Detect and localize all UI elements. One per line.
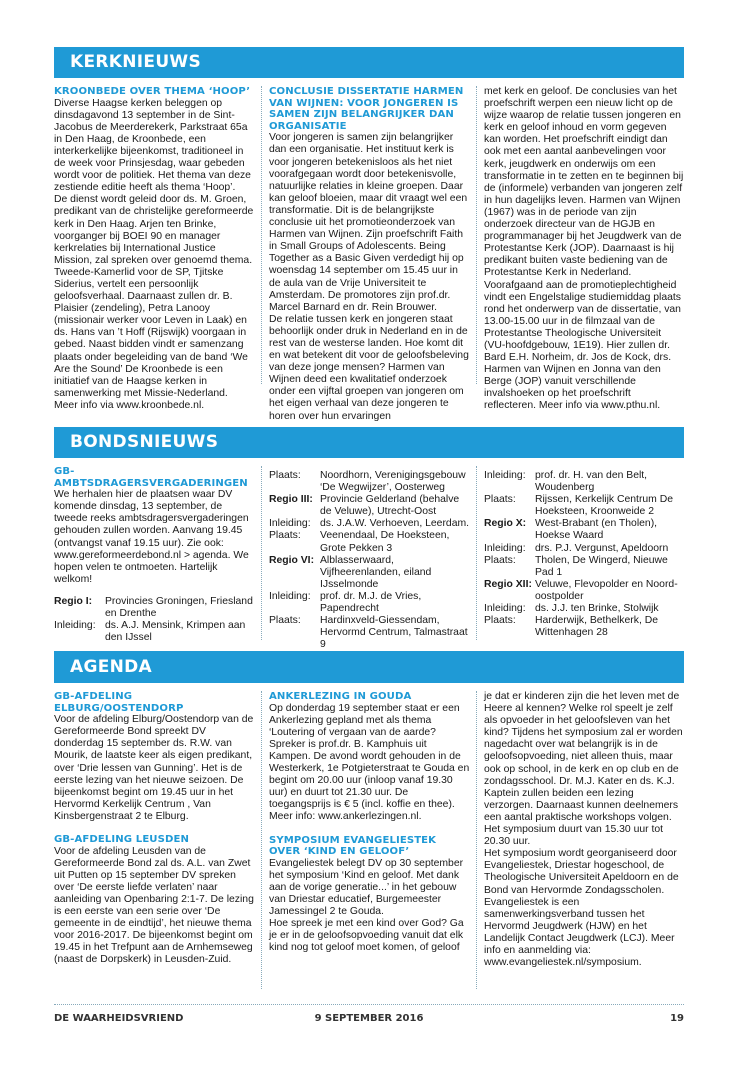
regio-value: Tholen, De Wingerd, Nieuwe Pad 1 [535,554,668,578]
column-divider [476,691,477,989]
paragraph: De relatie tussen kerk en jongeren staat behoorlijk onder druk in Nederland en in de rest van de westerse landen. Hoe komt dit en wat betekent dit voor de geloofsbeleving van deze jonge mensen? Harmen van Wijnen deed een kwalitatief onderzoek onder een vijftal groepen van jongeren om het eigen verhaal van deze jongeren te horen over hun ervaringen [269,313,469,422]
page-footer [54,1013,684,1027]
regio-label: Regio III: [269,494,313,506]
regio-value: Alblasserwaard, Vijfheerenlanden, eiland IJsselmonde [320,554,432,590]
regio-value: Veenendaal, De Hoeksteen, Grote Pekken 3 [320,530,450,554]
regio-value: Rijssen, Kerkelijk Centrum De Hoeksteen, Kroonweide 2 [535,494,674,518]
page-number: 19 [670,1013,684,1024]
article-title: CONCLUSIE DISSERTATIE HARMEN VAN WIJNEN: VOOR JONGEREN IS SAMEN ZIJN BELANGRIJKER DAN ORGANISATIE [269,86,464,132]
regio-value: ds. J.J. ten Brinke, Stolwijk [535,603,659,615]
regio-label: Plaats: [484,554,516,566]
column-divider [476,86,477,384]
regio-label: Inleiding: [269,518,311,530]
paragraph: Diverse Haagse kerken beleggen op dinsdagavond 13 september in de Sint-Jacobus de Meerderekerk, Parkstraat 65a in Den Haag, de Kroonbede, een interkerkelijke bijeenkomst, traditioneel in de week voor Prinsjesdag, waar gebeden wordt voor de politiek. Het thema van deze zestiende editie heeft als thema ‘Hoop’. [54,97,251,194]
regio-value: Noordhorn, Verenigingsgebouw ‘De Wegwijzer’, Oosterweg [320,470,466,494]
article-title: GB-AFDELING ELBURG/OOSTENDORP [54,691,184,714]
section-title: AGENDA [70,657,153,677]
regio-value: drs. P.J. Vergunst, Apeldoorn [535,542,669,554]
paragraph: Voorafgaand aan de promotieplechtigheid vindt een Engelstalige studiemiddag plaats rond het onderwerp van de dissertatie, van 13.00-15.00 uur in de filmzaal van de Protestantse Theologische Universiteit (VU-hoofdgebouw, 1E19). Hier zullen dr. Bard E.H. Norheim, dr. Jos de Kock, drs. Harmen van Wijnen en Jonna van den Berge (JOP) vanuit verschillende invalshoeken op het proefschrift reflecteren. Meer info via www.pthu.nl. [484,279,681,412]
agenda-ankerlezing-symposium [269,691,470,991]
paragraph: De dienst wordt geleid door ds. M. Groen, predikant van de christelijke gereformeerde kerk in Den Haag. Arjen ten Brinke, voorganger bij BOEI 90 en manager kerkrelaties bij International Justice Mission, zal spreken over genoemd thema. Tweede-Kamerlid voor de SP, Tjitske Siderius, vertelt een persoonlijk geloofsverhaal. Daarnaast zullen dr. B. Plaisier (zendeling), Petra Lanooy (missionair werker voor Leven in Laak) en ds. Hans van ’t Hoff (Rijswijk) voorgaan in gebed. Naast bidden vindt er samenzang plaats onder begeleiding van de band ‘We Are the Sound’ De Kroonbede is een initiatief van de Haagse kerken in samenwerking met Missie-Nederland. Meer info via www.kroonbede.nl. [54,194,254,411]
paragraph: Evangeliestek belegt DV op 30 september het symposium ‘Kind en geloof. Met dank aan de vorige generatie...’ in het gebouw van Driestar educatief, Burgemeester Jamessingel 2 te Gouda. [269,857,464,918]
regio-label: Inleiding: [484,470,526,481]
column-divider [476,466,477,640]
regio-row [54,596,254,620]
section-title: BONDSNIEUWS [70,432,219,452]
regio-value: ds. A.J. Mensink, Krimpen aan den IJssel [105,620,246,644]
issue-date: 9 SEPTEMBER 2016 [314,1013,424,1024]
section-header-kerknieuws [54,47,684,78]
paragraph: We herhalen hier de plaatsen waar DV komende dinsdag, 13 september, de tweede reeks ambtsdragersvergaderingen gehouden zullen worden. Aanvang 19.45 (ontvangst vanaf 19.15 uur). Zie ook: www.gereformeerdebond.nl > agenda. We hopen velen te ontmoeten. Hartelijk welkom! [54,489,249,585]
regio-value: prof. dr. M.J. de Vries, Papendrecht [320,590,422,615]
regio-label: Inleiding: [269,590,311,602]
column-divider [261,86,262,384]
article-title: GB-AFDELING LEUSDEN [54,834,189,846]
regio-value: ds. J.A.W. Verhoeven, Leerdam. [320,518,470,530]
paragraph: je dat er kinderen zijn die het leven met de Heere al kennen? Welke rol speelt je zelf als opvoeder in het geloofsleven van het kind? Tijdens het symposium zal er worden nagedacht over wat belangrijk is in de geloofsopvoeding, niet alleen thuis, maar ook op school, in de kerk en op club en de zondagsschool. Dr. M.J. Kater en ds. K.J. Kaptein zullen beiden een lezing verzorgen. Daarnaast kunnen deelnemers een aantal praktische workshops volgen. Het symposium duurt van 15.30 uur tot 20.30 uur. [484,691,683,848]
regio-label: Regio I: [54,595,93,607]
paragraph: Voor de afdeling Elburg/Oostendorp van de Gereformeerde Bond spreekt DV donderdag 15 september ds. R.W. van Mourik, de laatste keer als eigen predikant, over ‘Drie lessen van Gunning’. Het is de eerste lezing van het nieuwe seizoen. De bijeenkomst begint om 19.45 uur in het Hervormd Kerkelijk Centrum , Van Kinsbergenstraat 2 te Elburg. [54,714,254,822]
article-kroonbede [54,86,254,411]
regio-label: Plaats: [269,530,301,542]
column-divider [261,466,262,640]
paragraph: Op donderdag 19 september staat er een Ankerlezing gepland met als thema ‘Loutering of vergaan van de aarde? Spreker is prof.dr. B. Kamphuis uit Kampen. De avond wordt gehouden in de Westerkerk, 1e Potgieterstraat te Gouda en begint om 20.00 uur (inloop vanaf 19.30 uur) en duurt tot 21.30 uur. De toegangsprijs is € 5 (incl. koffie en thee). Meer info: www.ankerlezingen.nl. [269,702,470,823]
paragraph: Voor jongeren is samen zijn belangrijker dan een organisatie. Het instituut kerk is voor jongeren betekenisloos als het niet voorafgegaan wordt door betekenisvolle, natuurlijke relaties in kleine groepen. Daar kan geloof bloeien, maar dit vraagt wel een transformatie. Dit is de belangrijkste conclusie uit het promotieonderzoek van Harmen van Wijnen. Zijn proefschrift Faith in Small Groups of Adolescents. Being Together as a Basic Given verdedigt hij op woensdag 14 september om 15.45 uur in de aula van de Vrije Universiteit te Amsterdam. De promotores zijn prof.dr. Marcel Barnard en dr. Rein Brouwer. [269,132,468,313]
regio-value: Harderwijk, Bethelkerk, De Wittenhagen 28 [535,615,658,639]
article-title: SYMPOSIUM EVANGELIESTEK OVER ‘KIND EN GELOOF’ [269,834,437,858]
regio-value: West-Brabant (en Tholen), Hoekse Waard [535,518,658,542]
column-divider [261,691,262,989]
regio-value: prof. dr. H. van den Belt, Woudenberg [535,470,648,494]
regio-label: Inleiding: [54,620,96,632]
regio-label: Regio XII: [484,578,532,590]
agenda-elburg-leusden [54,691,254,991]
paragraph: Voor de afdeling Leusden van de Gereformeerde Bond zal ds. A.L. van Zwet uit Putten op 15 september DV spreken over ‘De eerste liefde verlaten’ naar aanleiding van Openbaring 2:1-7. De lezing is een eerste van een serie over ‘De gemeente in de eindtijd’, het nieuwe thema voor 2016-2017. De bijeenkomst begint om 19.45 in het Trefpunt aan de Arnhemseweg (naast de Dorpskerk) in Leusden-Zuid. [54,845,254,966]
regio-value: Provincies Groningen, Friesland en Drenthe [105,595,253,620]
article-dissertatie-continued [484,86,684,412]
footer-divider [54,1004,684,1005]
section-header-agenda [54,651,684,683]
article-ambtsdragersvergaderingen [54,466,254,642]
section-title: KERKNIEUWS [70,52,202,72]
section-header-bondsnieuws [54,427,684,458]
regio-label: Plaats: [484,615,516,627]
agenda-symposium-continued [484,691,684,991]
regio-label: Plaats: [484,494,516,506]
paragraph: Het symposium wordt georganiseerd door Evangeliestek, Driestar hogeschool, de Theologische Universiteit Apeldoorn en de Bond van Hervormde Zondagsscholen. Evangeliestek is een samenwerkingsverband tussen het Hervormd Jeugdwerk (HJW) en het Landelijk Contact Jeugdwerk (LCJ). Meer info en aanmelding via: www.evangeliestek.nl/symposium. [484,848,679,969]
article-title: KROONBEDE OVER THEMA ‘HOOP’ [54,86,251,97]
regio-label: Inleiding: [484,603,526,615]
article-title: GB-AMBTSDRAGERSVERGADERINGEN [54,466,248,489]
regio-value: Hardinxveld-Giessendam, Hervormd Centrum, Talmastraat 9 [320,615,468,651]
regio-label: Inleiding: [484,542,526,554]
regio-label: Plaats: [269,615,301,627]
regio-list-2 [269,470,470,651]
paragraph: Hoe spreek je met een kind over God? Ga je er in de geloofsopvoeding vanuit dat elk kind nog tot geloof moet komen, of geloof [269,918,464,954]
article-title: ANKERLEZING IN GOUDA [269,691,412,702]
regio-label: Plaats: [269,470,301,481]
regio-list-3 [484,470,684,642]
regio-label: Regio X: [484,518,527,530]
article-dissertatie [269,86,470,422]
regio-label: Regio VI: [269,554,315,566]
regio-value: Provincie Gelderland (behalve de Veluwe), Utrecht-Oost [320,494,460,518]
paragraph: met kerk en geloof. De conclusies van het proefschrift werpen een nieuw licht op de wijze waarop de relatie tussen jongeren en kerk en geloof inhoud en vorm gegeven kan worden. Het proefschrift eindigt dan ook met een aantal aanbevelingen voor kerk, jeugdwerk en onderwijs om een transformatie in te zetten en te beginnen bij de (informele) verbanden van jongeren zelf in hun dagelijks leven. Harmen van Wijnen (1967) was in de periode van zijn onderzoek directeur van de HGJB en programmanager bij het Jeugdwerk van de Protestantse Kerk (JOP). Daarnaast is hij predikant buiten vaste bediening van de Protestantse Kerk in Nederland. [484,86,684,279]
publication-name: DE WAARHEIDSVRIEND [54,1013,184,1024]
regio-value: Veluwe, Flevopolder en Noord-oostpolder [535,578,678,602]
regio-row [54,620,254,644]
